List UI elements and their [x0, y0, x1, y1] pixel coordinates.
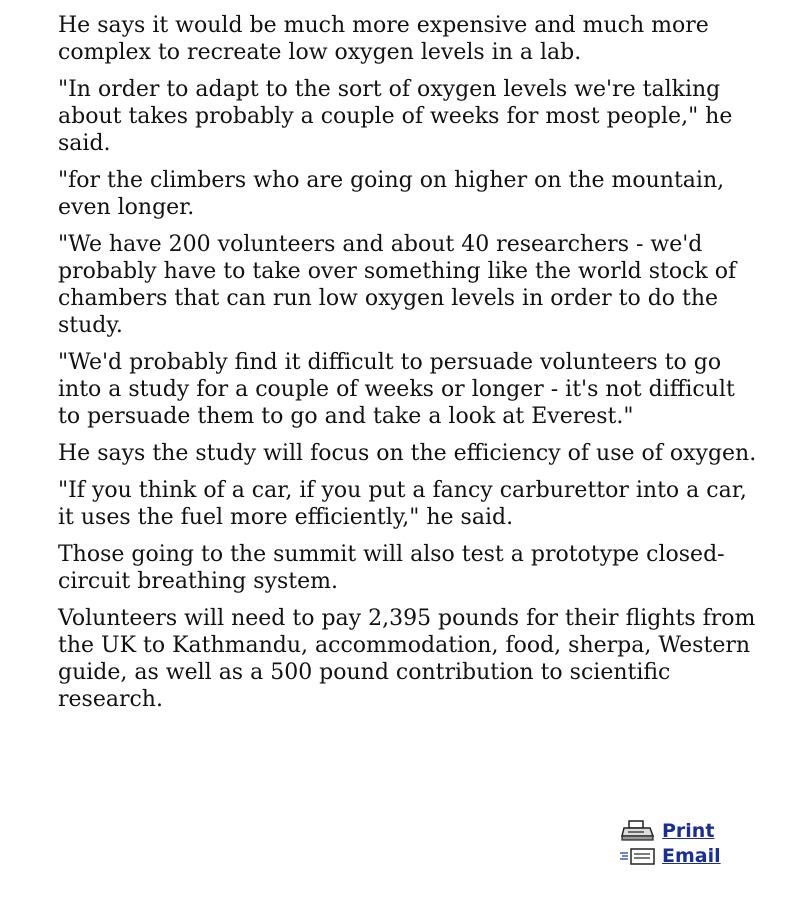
article-paragraph: He says the study will focus on the efficiency of use of oxygen. — [58, 441, 757, 466]
envelope-icon[interactable] — [620, 845, 658, 867]
print-link[interactable]: Print — [662, 819, 715, 842]
email-tool — [620, 843, 721, 868]
article-paragraph: "for the climbers who are going on higher on the mountain, even longer. — [58, 168, 725, 220]
article-body — [58, 12, 758, 723]
article-paragraph: "In order to adapt to the sort of oxygen levels we're talking about takes probably a couple of weeks for most people," he said. — [58, 77, 733, 156]
article-paragraph: "If you think of a car, if you put a fancy carburettor into a car, it uses the fuel more efficiently," he said. — [58, 478, 747, 530]
article-paragraph: "We'd probably find it difficult to persuade volunteers to go into a study for a couple of weeks or longer - it's not difficult to persuade them to go and take a look at Everest." — [58, 350, 735, 429]
article-paragraph: Those going to the summit will also test a prototype closed-circuit breathing system. — [58, 542, 725, 594]
article-paragraph: He says it would be much more expensive and much more complex to recreate low oxygen levels in a lab. — [58, 13, 709, 65]
article-paragraph: Volunteers will need to pay 2,395 pounds for their flights from the UK to Kathmandu, accommodation, food, sherpa, Western guide, as well as a 500 pound contribution to scientific research. — [58, 606, 756, 712]
printer-icon[interactable] — [620, 820, 658, 842]
print-tool — [620, 818, 721, 843]
article-paragraph: "We have 200 volunteers and about 40 researchers - we'd probably have to take over something like the world stock of chambers that can run low oxygen levels in order to do the study. — [58, 232, 737, 338]
email-link[interactable]: Email — [662, 844, 721, 867]
article-tools — [620, 818, 721, 868]
